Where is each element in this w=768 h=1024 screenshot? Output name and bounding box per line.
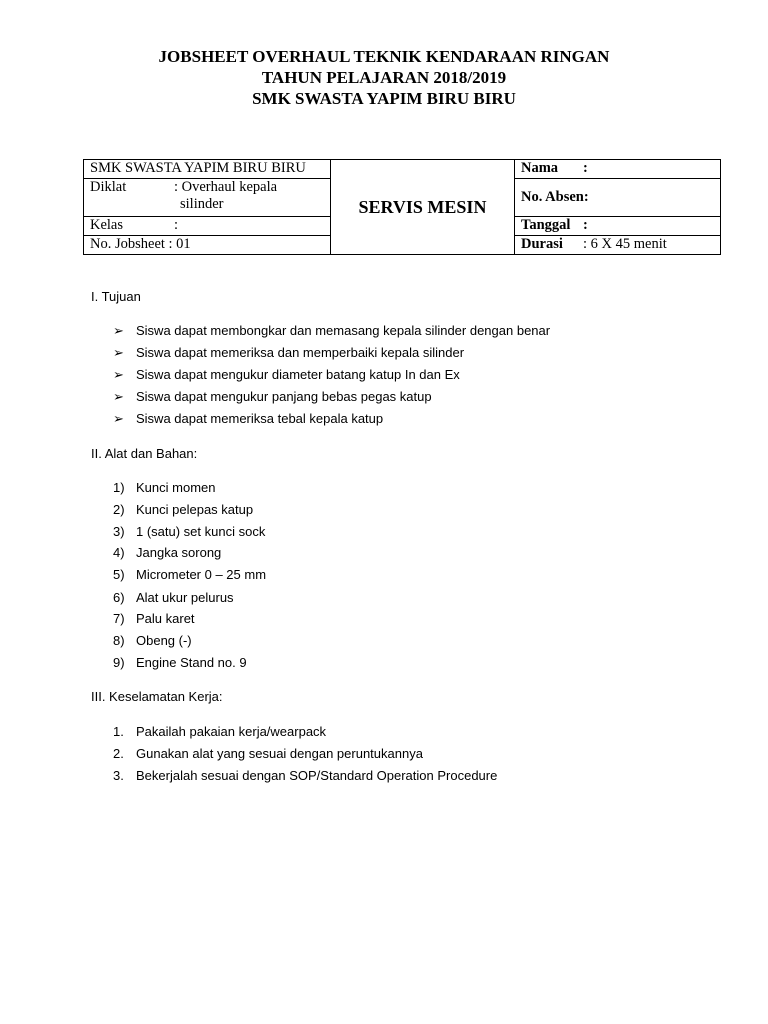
diklat-value-2: silinder [180,196,224,212]
tanggal-label: Tanggal [521,217,571,233]
header-title: JOBSHEET OVERHAUL TEKNIK KENDARAAN RINGAN [158,47,610,66]
arrow-bullet-icon: ➢ [113,389,124,404]
absen-cell: No. Absen: [515,179,721,217]
header-school: SMK SWASTA YAPIM BIRU BIRU [252,89,516,108]
alat-heading: II. Alat dan Bahan: [91,446,198,461]
keselamatan-heading: III. Keselamatan Kerja: [91,689,223,704]
arrow-bullet-icon: ➢ [113,323,124,338]
document-header [0,46,768,109]
kelas-label: Kelas [90,217,124,233]
nama-cell [515,160,721,179]
info-table [83,159,721,255]
header-year: TAHUN PELAJARAN 2018/2019 [261,68,507,87]
durasi-value: : 6 X 45 menit [583,236,667,252]
school-cell: SMK SWASTA YAPIM BIRU BIRU [84,160,331,179]
nama-value: : [583,160,588,176]
kelas-value: : [174,217,179,233]
jobsheet-cell: No. Jobsheet : 01 [84,236,331,255]
tanggal-cell [515,217,721,236]
arrow-bullet-icon: ➢ [113,345,124,360]
durasi-label: Durasi [521,236,563,252]
kelas-cell [84,217,331,236]
nama-label: Nama [521,160,559,176]
tujuan-heading: I. Tujuan [91,289,141,304]
arrow-bullet-icon: ➢ [113,411,124,426]
diklat-value-1: : Overhaul kepala [174,179,278,195]
durasi-cell [515,236,721,255]
diklat-cell [84,179,331,217]
tanggal-value: : [583,217,588,233]
arrow-bullet-icon: ➢ [113,367,124,382]
center-title: SERVIS MESIN [331,160,515,255]
diklat-label: Diklat [90,179,127,195]
